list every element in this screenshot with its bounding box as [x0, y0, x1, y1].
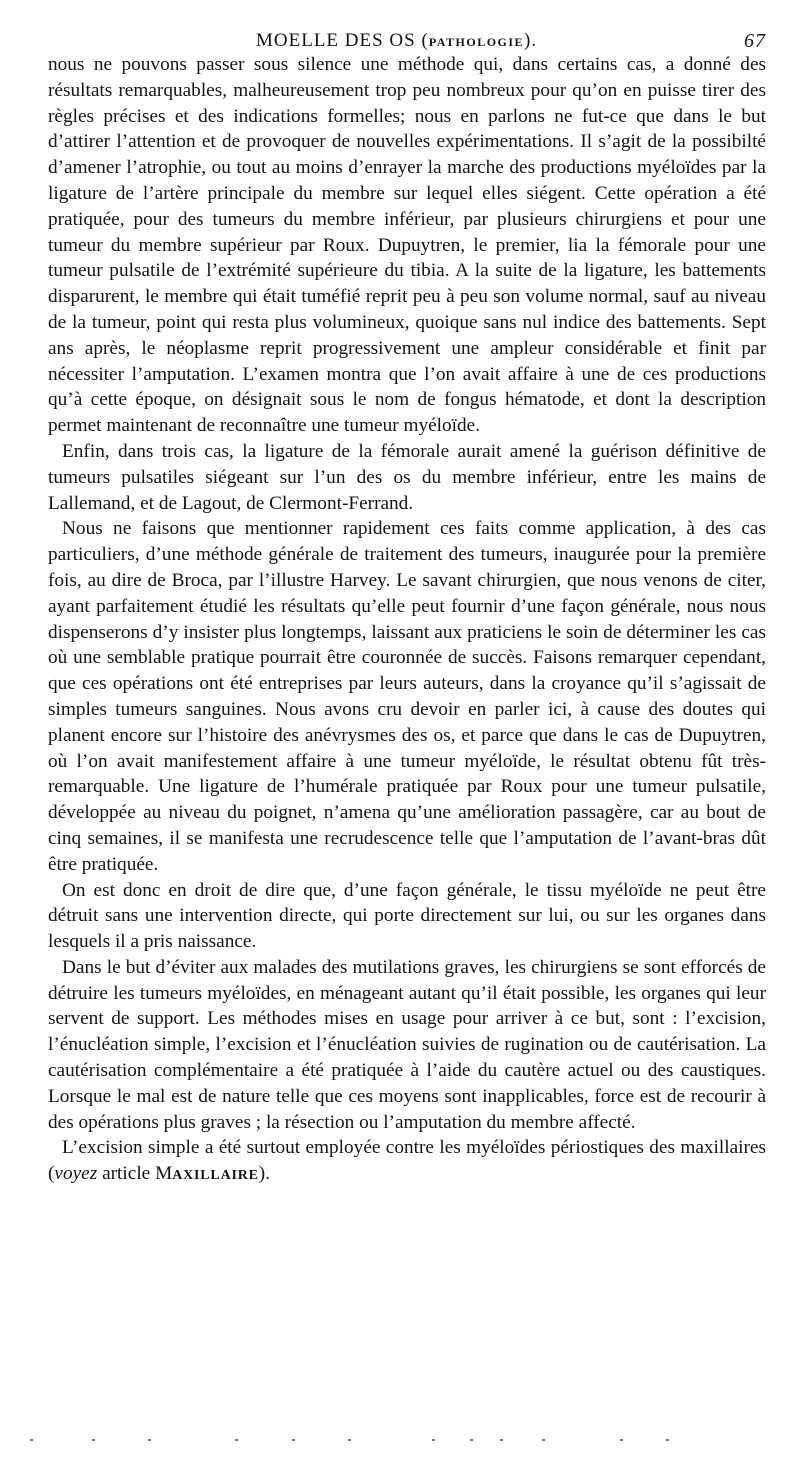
- paragraph-1: nous ne pouvons passer sous silence une méthode qui, dans certains cas, a donné des résultats remarquables, malheureusement trop peu nombreux pour qu’on en puisse tirer des règles précises et des indications formelles; nous en parlons ne fut-ce que dans le but d’attirer l’attention et de provoquer de nouvelles expérimentations. Il s’agit de la possibilté d’amener l’atrophie, ou tout au moins d’enrayer la marche des productions myéloïdes par la ligature de l’artère principale du membre sur lequel elles siégent. Cette opération a été pratiquée, pour des tumeurs du membre inférieur, par plusieurs chirurgiens et pour une tumeur du membre supérieur par Roux. Dupuytren, le premier, lia la fémorale pour une tumeur pulsatile de l’extrémité supérieure du tibia. A la suite de la ligature, les battements disparurent, le membre qui était tuméfié reprit peu à peu son volume normal, sauf au niveau de la tumeur, point qui resta plus volumineux, quoique sans nul indice des battements. Sept ans après, le néoplasme reprit progressivement une ampleur considérable et finit par nécessiter l’amputation. L’examen montra que l’on avait affaire à une de ces productions qu’à cette époque, on désignait sous le nom de fongus hématode, et dont la description permet maintenant de reconnaître une tumeur myéloïde.: [48, 54, 766, 437]
- speck: [470, 1439, 473, 1441]
- paragraph-2: Enfin, dans trois cas, la ligature de la fémorale aurait amené la guérison définitive de tumeurs pulsatiles siégeant sur l’un des os du membre inférieur, entre les mains de Lallemand, et de Lagout, de Clermont-Ferrand.: [48, 440, 766, 514]
- speck: [148, 1439, 151, 1441]
- speck: [30, 1439, 33, 1441]
- paragraph-6-start: L’excision simple a été surtout employée contre les myéloïdes périostiques des maxillaires (: [48, 1137, 766, 1185]
- paragraph-6-italic: voyez: [54, 1163, 98, 1185]
- scan-specks: [30, 1436, 710, 1446]
- speck: [620, 1439, 623, 1441]
- running-title-end: ).: [524, 30, 538, 51]
- running-title-main: MOELLE DES OS (: [256, 30, 429, 51]
- running-title: [256, 30, 537, 52]
- paragraph-6-mid: article: [97, 1163, 156, 1185]
- speck: [542, 1439, 545, 1441]
- page-number: 67: [744, 30, 766, 52]
- paragraph-4: On est donc en droit de dire que, d’une façon générale, le tissu myéloïde ne peut être détruit sans une intervention directe, qui porte directement sur lui, ou sur les organes dans lesquels il a pris naissance.: [48, 879, 766, 953]
- speck: [292, 1439, 295, 1441]
- speck: [432, 1439, 435, 1441]
- speck: [235, 1439, 238, 1441]
- paragraph-6: [48, 1135, 766, 1189]
- speck: [666, 1439, 669, 1441]
- running-head: [48, 22, 766, 52]
- paragraph-6-cap: M: [155, 1163, 173, 1185]
- paragraph-5: Dans le but d’éviter aux malades des mutilations graves, les chirurgiens se sont efforcés de détruire les tumeurs myéloïdes, en ménageant autant qu’il était possible, les organes qui leur servent de support. Les méthodes mises en usage pour arriver à ce but, sont : l’excision, l’énucléation simple, l’excision et l’énucléation suivies de rugination ou de cautérisation. La cautérisation complémentaire a été pratiquée à l’aide du cautère actuel ou des caustiques. Lorsque le mal est de nature telle que ces moyens sont inapplicables, force est de recourir à des opérations plus graves ; la résection ou l’amputation du membre affecté.: [48, 956, 766, 1133]
- speck: [500, 1439, 503, 1441]
- speck: [348, 1439, 351, 1441]
- paragraph-6-end: ).: [258, 1163, 271, 1185]
- paragraph-6-smallcaps: AXILLAIRE: [172, 1168, 259, 1184]
- running-title-smallcaps: PATHOLOGIE: [428, 35, 525, 49]
- speck: [92, 1439, 95, 1441]
- book-page: [48, 22, 766, 1189]
- body-text: [48, 52, 766, 1189]
- paragraph-3: Nous ne faisons que mentionner rapidement ces faits comme application, à des cas particuliers, d’une méthode générale de traitement des tumeurs, inaugurée pour la première fois, au dire de Broca, par l’illustre Harvey. Le savant chirurgien, que nous venons de citer, ayant parfaitement étudié les résultats qu’elle peut fournir d’une façon générale, nous nous dispenserons d’y insister plus longtemps, laissant aux praticiens le soin de déterminer les cas où une semblable pratique pourrait être couronnée de succès. Faisons remarquer cependant, que ces opérations ont été entreprises par leurs auteurs, dans la croyance qu’il s’agissait de simples tumeurs sanguines. Nous avons cru devoir en parler ici, à cause des doutes qui planent encore sur l’histoire des anévrysmes des os, et parce que dans le cas de Dupuytren, où l’on avait manifestement affaire à une tumeur myéloïde, le résultat obtenu fût très-remarquable. Une ligature de l’humérale pratiquée par Roux pour une tumeur pulsatile, développée au niveau du poignet, n’amena qu’une amélioration passagère, car au bout de cinq semaines, il se manifesta une recrudescence telle que l’amputation de l’avant-bras dût être pratiquée.: [48, 518, 766, 875]
